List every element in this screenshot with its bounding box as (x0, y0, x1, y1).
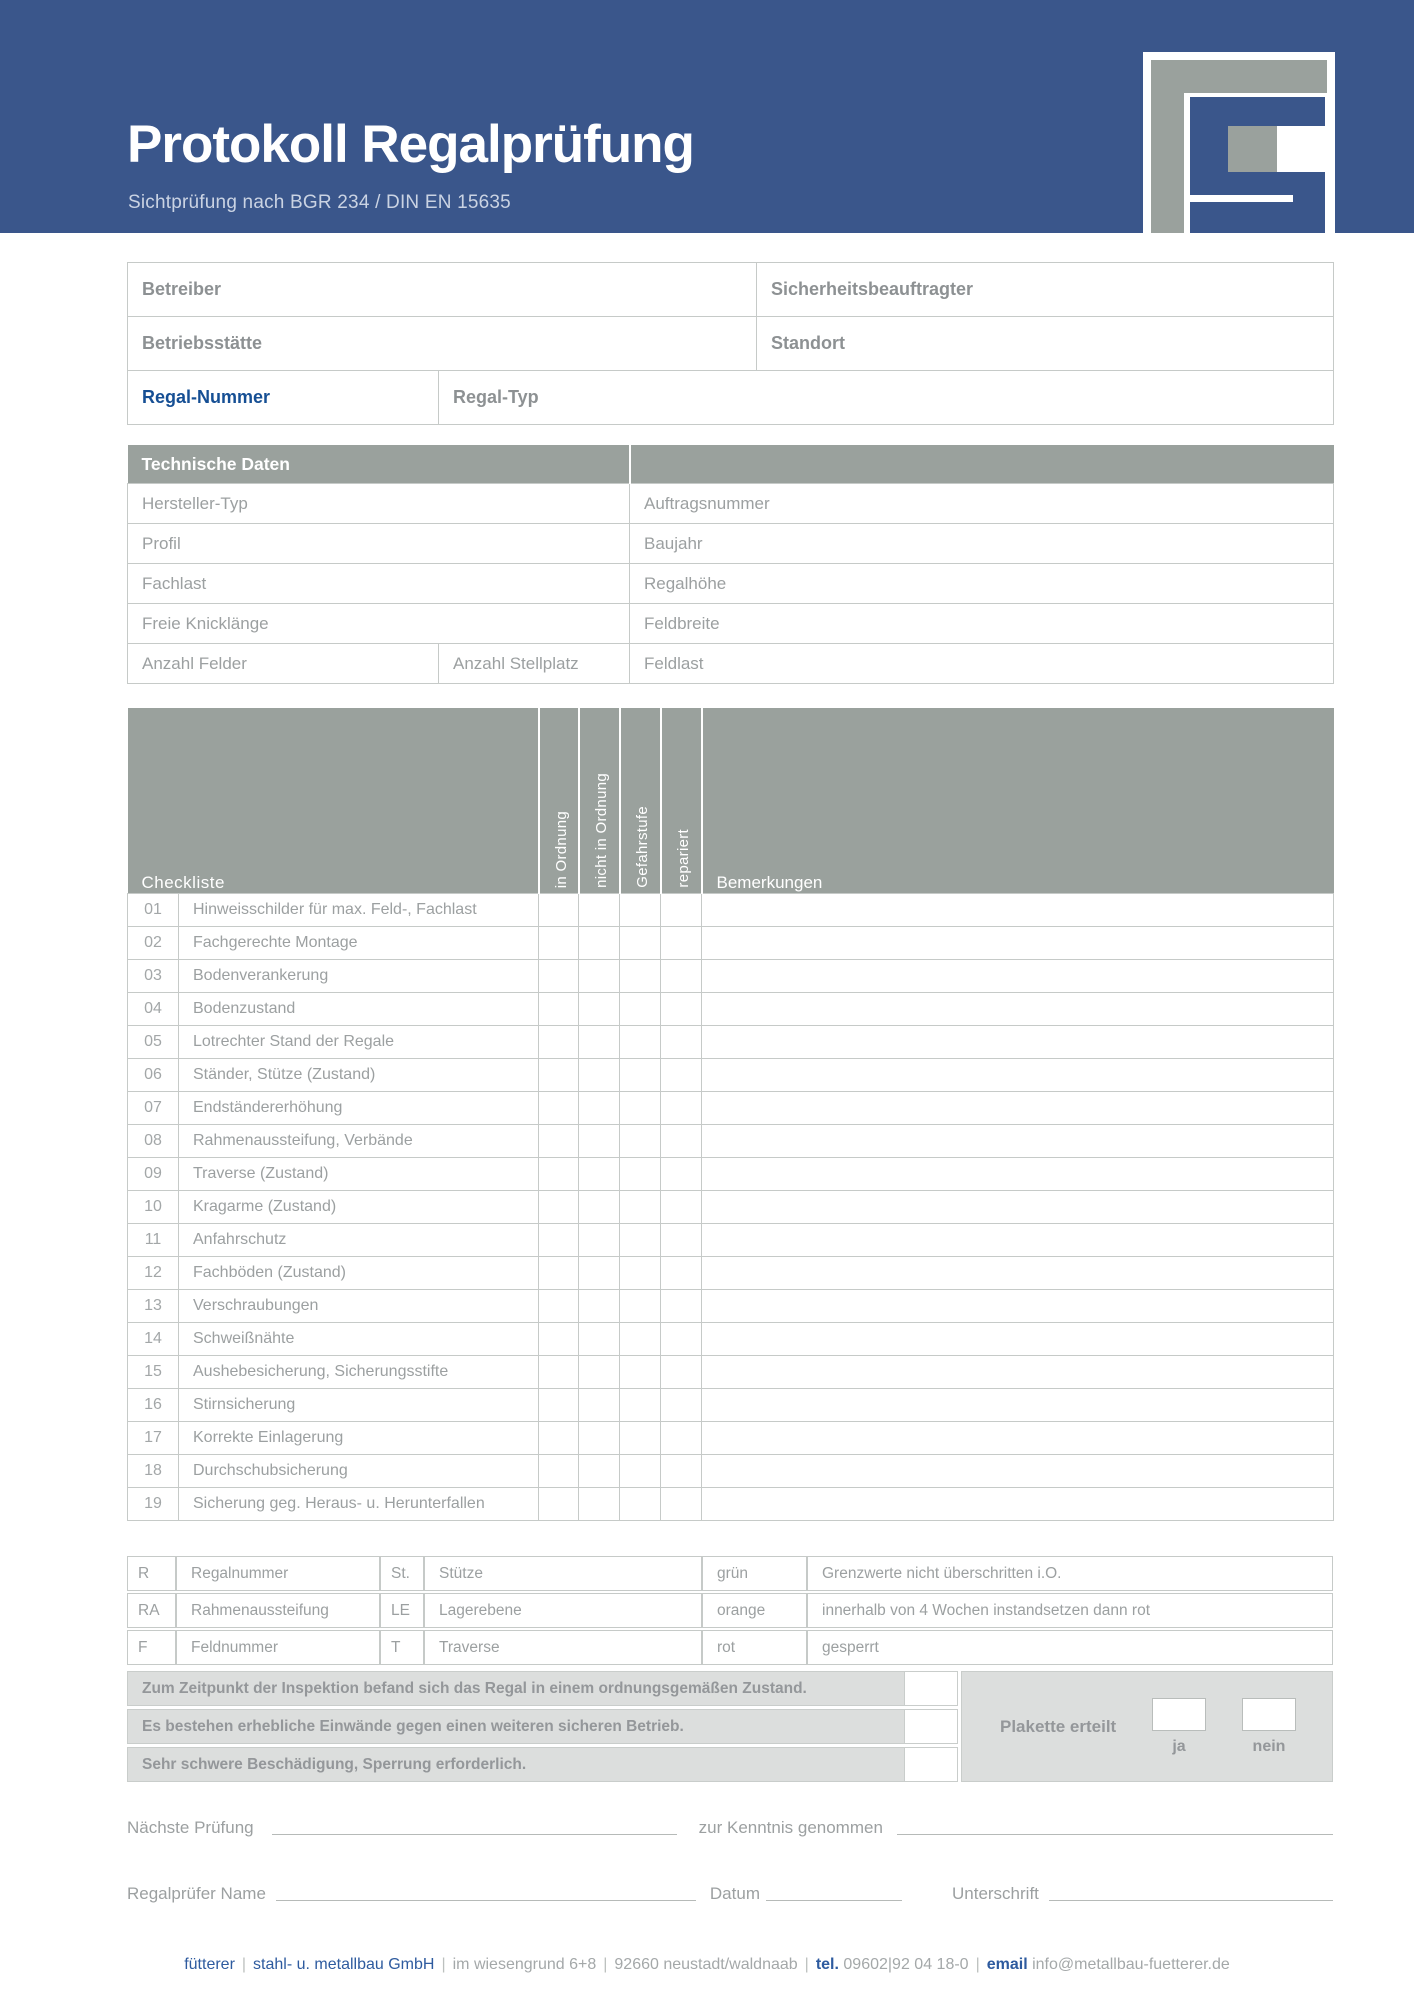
assessment-statement: Es bestehen erhebliche Einwände gegen einen weiteren sicheren Betrieb. (142, 1717, 684, 1735)
legend-description: gesperrt (807, 1630, 1333, 1665)
check-cell-nicht-in-ordnung[interactable] (579, 894, 620, 927)
check-cell-repariert[interactable] (661, 1290, 702, 1323)
checklist-table (127, 708, 1334, 1521)
check-cell-repariert[interactable] (661, 960, 702, 993)
check-cell-nicht-in-ordnung[interactable] (579, 1224, 620, 1257)
check-cell-nicht-in-ordnung[interactable] (579, 1290, 620, 1323)
footer-city: 92660 neustadt/waldnaab (614, 1956, 798, 1973)
check-cell-in-ordnung[interactable] (539, 1191, 579, 1224)
field-baujahr-label: Baujahr (644, 533, 703, 553)
bemerkungen-cell[interactable] (702, 894, 1334, 927)
check-cell-repariert[interactable] (661, 1488, 702, 1521)
row-number: 19 (128, 1488, 179, 1521)
field-regal-nummer-label: Regal-Nummer (142, 387, 271, 407)
assessment-checkbox[interactable] (904, 1748, 957, 1781)
row-number: 14 (128, 1323, 179, 1356)
nein-checkbox[interactable] (1242, 1698, 1296, 1731)
field-anzahl-stellplatz-label: Anzahl Stellplatz (453, 653, 579, 673)
bemerkungen-cell[interactable] (702, 1092, 1334, 1125)
bemerkungen-cell[interactable] (702, 1224, 1334, 1257)
row-label: Sicherung geg. Heraus- u. Herunterfallen (179, 1488, 539, 1521)
check-cell-gefahrstufe[interactable] (620, 1323, 661, 1356)
assessment-statement: Zum Zeitpunkt der Inspektion befand sich das Regal in einem ordnungsgemäßen Zustand. (142, 1679, 807, 1697)
row-label: Bodenverankerung (179, 960, 539, 993)
legend-label-2: Stütze (424, 1556, 702, 1591)
technical-band-right (630, 445, 1334, 484)
check-cell-nicht-in-ordnung[interactable] (579, 1125, 620, 1158)
legend-abbr-2: LE (380, 1593, 424, 1628)
bemerkungen-cell[interactable] (702, 1158, 1334, 1191)
check-cell-gefahrstufe[interactable] (620, 1488, 661, 1521)
check-cell-gefahrstufe[interactable] (620, 1455, 661, 1488)
check-cell-in-ordnung[interactable] (539, 960, 579, 993)
bemerkungen-cell[interactable] (702, 1290, 1334, 1323)
check-cell-gefahrstufe[interactable] (620, 1224, 661, 1257)
next-inspection-row (127, 1816, 1333, 1838)
row-label: Fachgerechte Montage (179, 927, 539, 960)
bemerkungen-cell[interactable] (702, 1422, 1334, 1455)
col-nicht-in-ordnung (579, 708, 620, 894)
technical-row (128, 484, 1334, 524)
check-cell-nicht-in-ordnung[interactable] (579, 1488, 620, 1521)
check-cell-repariert[interactable] (661, 993, 702, 1026)
row-number: 12 (128, 1257, 179, 1290)
footer-tel-label: tel. (815, 1956, 839, 1973)
field-freie-knicklaenge-label: Freie Knicklänge (142, 613, 269, 633)
footer-email: info@metallbau-fuetterer.de (1032, 1956, 1230, 1973)
row-label: Lotrechter Stand der Regale (179, 1026, 539, 1059)
check-cell-gefahrstufe[interactable] (620, 1290, 661, 1323)
col-gefahrstufe-label: Gefahrstufe (633, 806, 651, 888)
row-label: Durchschubsicherung (179, 1455, 539, 1488)
check-cell-repariert[interactable] (661, 1191, 702, 1224)
field-feldlast-label: Feldlast (644, 653, 704, 673)
bemerkungen-cell[interactable] (702, 1356, 1334, 1389)
checklist-row (128, 1257, 1334, 1290)
check-cell-nicht-in-ordnung[interactable] (579, 1455, 620, 1488)
unterschrift-label: Unterschrift (951, 1884, 1039, 1904)
field-auftragsnummer[interactable] (630, 484, 1334, 524)
check-cell-nicht-in-ordnung[interactable] (579, 1191, 620, 1224)
check-cell-nicht-in-ordnung[interactable] (579, 927, 620, 960)
row-number: 01 (128, 894, 179, 927)
field-betreiber[interactable] (128, 263, 757, 317)
checklist-row (128, 1158, 1334, 1191)
footer-separator: | (804, 1956, 809, 1973)
legend-row (127, 1630, 1333, 1665)
field-regal-typ[interactable] (439, 371, 1334, 425)
legend-row (127, 1593, 1333, 1628)
field-freie-knicklaenge[interactable] (128, 604, 630, 644)
check-cell-nicht-in-ordnung[interactable] (579, 1356, 620, 1389)
field-betriebsstaette-label: Betriebsstätte (142, 333, 263, 353)
field-feldbreite-label: Feldbreite (644, 613, 720, 633)
check-cell-gefahrstufe[interactable] (620, 1257, 661, 1290)
legend-table (127, 1554, 1333, 1667)
bemerkungen-cell[interactable] (702, 1323, 1334, 1356)
checklist-row (128, 1488, 1334, 1521)
page-footer (0, 1956, 1414, 1974)
field-auftragsnummer-label: Auftragsnummer (644, 493, 770, 513)
col-in-ordnung (539, 708, 579, 894)
field-baujahr[interactable] (630, 524, 1334, 564)
row-label: Hinweisschilder für max. Feld-, Fachlast (179, 894, 539, 927)
page-title: Protokoll Regalprüfung (127, 115, 694, 174)
row-label: Ständer, Stütze (Zustand) (179, 1059, 539, 1092)
info-row-2 (128, 317, 1334, 371)
datum-label: Datum (709, 1884, 760, 1904)
plakette-nein-stack (1242, 1698, 1296, 1756)
check-cell-repariert[interactable] (661, 1422, 702, 1455)
row-label: Fachböden (Zustand) (179, 1257, 539, 1290)
page-header (0, 0, 1414, 233)
checklist-row (128, 1191, 1334, 1224)
bemerkungen-cell[interactable] (702, 1059, 1334, 1092)
row-number: 18 (128, 1455, 179, 1488)
col-in-ordnung-label: in Ordnung (552, 810, 570, 888)
field-profil-label: Profil (142, 533, 181, 553)
legend-abbr-2: T (380, 1630, 424, 1665)
checklist-row (128, 960, 1334, 993)
bemerkungen-cell[interactable] (702, 927, 1334, 960)
plakette-label: Plakette erteilt (1000, 1716, 1117, 1736)
col-repariert-label: repariert (674, 829, 692, 888)
check-cell-nicht-in-ordnung[interactable] (579, 1026, 620, 1059)
check-cell-nicht-in-ordnung[interactable] (579, 1059, 620, 1092)
checklist-title: Checkliste (128, 708, 539, 894)
check-cell-gefahrstufe[interactable] (620, 960, 661, 993)
page-subtitle: Sichtprüfung nach BGR 234 / DIN EN 15635 (128, 192, 511, 213)
field-regalhoehe-label: Regalhöhe (644, 573, 727, 593)
checklist-row (128, 1356, 1334, 1389)
check-cell-in-ordnung[interactable] (539, 993, 579, 1026)
assessment-row (127, 1671, 958, 1706)
checklist-row (128, 1059, 1334, 1092)
col-nicht-in-ordnung-label: nicht in Ordnung (592, 773, 610, 888)
legend-description: innerhalb von 4 Wochen instandsetzen dann rot (807, 1593, 1333, 1628)
row-label: Anfahrschutz (179, 1224, 539, 1257)
row-number: 07 (128, 1092, 179, 1125)
check-cell-repariert[interactable] (661, 1257, 702, 1290)
checklist-row (128, 1125, 1334, 1158)
bemerkungen-cell[interactable] (702, 1389, 1334, 1422)
field-fachlast-label: Fachlast (142, 573, 207, 593)
col-repariert (661, 708, 702, 894)
footer-separator: | (603, 1956, 608, 1973)
check-cell-gefahrstufe[interactable] (620, 1422, 661, 1455)
col-gefahrstufe (620, 708, 661, 894)
row-number: 17 (128, 1422, 179, 1455)
checklist-header (128, 708, 1334, 894)
check-cell-in-ordnung[interactable] (539, 1092, 579, 1125)
field-feldbreite[interactable] (630, 604, 1334, 644)
naechste-pruefung-label: Nächste Prüfung (127, 1818, 254, 1838)
assessment-section (127, 1671, 1333, 1782)
bemerkungen-cell[interactable] (702, 960, 1334, 993)
checklist-row (128, 894, 1334, 927)
field-sicherheitsbeauftragter-label: Sicherheitsbeauftragter (771, 279, 974, 299)
check-cell-repariert[interactable] (661, 1125, 702, 1158)
zur-kenntnis-line[interactable] (897, 1830, 1333, 1835)
footer-email-label: email (986, 1956, 1028, 1973)
technical-section-title: Technische Daten (128, 445, 630, 484)
bemerkungen-cell[interactable] (702, 1125, 1334, 1158)
info-row-1 (128, 263, 1334, 317)
row-label: Endständererhöhung (179, 1092, 539, 1125)
check-cell-gefahrstufe[interactable] (620, 1059, 661, 1092)
bemerkungen-cell[interactable] (702, 993, 1334, 1026)
checklist-body (128, 894, 1334, 1521)
check-cell-gefahrstufe[interactable] (620, 1191, 661, 1224)
naechste-pruefung-line[interactable] (272, 1830, 677, 1835)
row-number: 16 (128, 1389, 179, 1422)
checklist-row (128, 1026, 1334, 1059)
bemerkungen-cell[interactable] (702, 1455, 1334, 1488)
checklist-row (128, 1092, 1334, 1125)
row-number: 03 (128, 960, 179, 993)
unterschrift-line[interactable] (1049, 1896, 1333, 1901)
check-cell-nicht-in-ordnung[interactable] (579, 1389, 620, 1422)
row-label: Stirnsicherung (179, 1389, 539, 1422)
bemerkungen-cell[interactable] (702, 1257, 1334, 1290)
legend-description: Grenzwerte nicht überschritten i.O. (807, 1556, 1333, 1591)
check-cell-gefahrstufe[interactable] (620, 1389, 661, 1422)
technical-row (128, 564, 1334, 604)
check-cell-gefahrstufe[interactable] (620, 993, 661, 1026)
row-label: Schweißnähte (179, 1323, 539, 1356)
field-hersteller-typ[interactable] (128, 484, 630, 524)
bemerkungen-cell[interactable] (702, 1026, 1334, 1059)
field-feldlast[interactable] (630, 644, 1334, 684)
field-profil[interactable] (128, 524, 630, 564)
ja-label: ja (1172, 1737, 1186, 1755)
inspector-row (127, 1882, 1333, 1904)
field-standort[interactable] (757, 317, 1334, 371)
legend-label-1: Regalnummer (176, 1556, 380, 1591)
check-cell-gefahrstufe[interactable] (620, 1092, 661, 1125)
row-label: Traverse (Zustand) (179, 1158, 539, 1191)
field-anzahl-felder-label: Anzahl Felder (142, 653, 247, 673)
field-anzahl-stellplatz[interactable] (439, 644, 630, 684)
check-cell-repariert[interactable] (661, 1389, 702, 1422)
technical-table (127, 445, 1334, 684)
row-number: 11 (128, 1224, 179, 1257)
field-hersteller-typ-label: Hersteller-Typ (142, 493, 248, 513)
check-cell-in-ordnung[interactable] (539, 1290, 579, 1323)
col-bemerkungen: Bemerkungen (702, 708, 1334, 894)
legend-label-2: Lagerebene (424, 1593, 702, 1628)
legend-row (127, 1556, 1333, 1591)
bemerkungen-cell[interactable] (702, 1191, 1334, 1224)
assessment-checkbox[interactable] (904, 1672, 957, 1705)
row-number: 08 (128, 1125, 179, 1158)
check-cell-in-ordnung[interactable] (539, 1158, 579, 1191)
check-cell-repariert[interactable] (661, 1158, 702, 1191)
field-anzahl-felder[interactable] (128, 644, 439, 684)
field-regal-nummer[interactable] (128, 371, 439, 425)
checklist-row (128, 1290, 1334, 1323)
check-cell-in-ordnung[interactable] (539, 1125, 579, 1158)
legend-abbr-1: RA (127, 1593, 176, 1628)
check-cell-in-ordnung[interactable] (539, 1455, 579, 1488)
checklist-row (128, 1389, 1334, 1422)
plakette-panel (961, 1671, 1333, 1782)
row-label: Kragarme (Zustand) (179, 1191, 539, 1224)
row-number: 13 (128, 1290, 179, 1323)
row-label: Korrekte Einlagerung (179, 1422, 539, 1455)
check-cell-repariert[interactable] (661, 1026, 702, 1059)
row-number: 02 (128, 927, 179, 960)
row-label: Bodenzustand (179, 993, 539, 1026)
footer-company2: stahl- u. metallbau GmbH (253, 1956, 435, 1973)
technical-row (128, 524, 1334, 564)
check-cell-repariert[interactable] (661, 1356, 702, 1389)
field-fachlast[interactable] (128, 564, 630, 604)
legend-abbr-1: R (127, 1556, 176, 1591)
row-label: Verschraubungen (179, 1290, 539, 1323)
regalpruefer-line[interactable] (276, 1896, 696, 1901)
assessment-row (127, 1709, 958, 1744)
info-row-3 (128, 371, 1334, 425)
legend-label-1: Rahmenaussteifung (176, 1593, 380, 1628)
footer-street: im wiesengrund 6+8 (452, 1956, 597, 1973)
row-label: Aushebesicherung, Sicherungsstifte (179, 1356, 539, 1389)
check-cell-in-ordnung[interactable] (539, 1323, 579, 1356)
check-cell-in-ordnung[interactable] (539, 1257, 579, 1290)
check-cell-in-ordnung[interactable] (539, 1224, 579, 1257)
legend-color: grün (702, 1556, 807, 1591)
legend-color: rot (702, 1630, 807, 1665)
check-cell-nicht-in-ordnung[interactable] (579, 1323, 620, 1356)
check-cell-repariert[interactable] (661, 1323, 702, 1356)
row-number: 10 (128, 1191, 179, 1224)
legend-color: orange (702, 1593, 807, 1628)
row-number: 06 (128, 1059, 179, 1092)
check-cell-repariert[interactable] (661, 1455, 702, 1488)
technical-row (128, 644, 1334, 684)
check-cell-gefahrstufe[interactable] (620, 927, 661, 960)
assessment-statement: Sehr schwere Beschädigung, Sperrung erforderlich. (142, 1755, 527, 1773)
check-cell-gefahrstufe[interactable] (620, 1026, 661, 1059)
footer-separator: | (975, 1956, 980, 1973)
field-sicherheitsbeauftragter[interactable] (757, 263, 1334, 317)
check-cell-repariert[interactable] (661, 1224, 702, 1257)
check-cell-nicht-in-ordnung[interactable] (579, 1092, 620, 1125)
field-betriebsstaette[interactable] (128, 317, 757, 371)
row-number: 04 (128, 993, 179, 1026)
field-betreiber-label: Betreiber (142, 279, 222, 299)
checklist-row (128, 1323, 1334, 1356)
row-number: 09 (128, 1158, 179, 1191)
nein-label: nein (1252, 1737, 1286, 1755)
checklist-row (128, 993, 1334, 1026)
check-cell-nicht-in-ordnung[interactable] (579, 960, 620, 993)
checklist-row (128, 1455, 1334, 1488)
check-cell-gefahrstufe[interactable] (620, 1125, 661, 1158)
assessment-checkbox[interactable] (904, 1710, 957, 1743)
check-cell-in-ordnung[interactable] (539, 1026, 579, 1059)
bemerkungen-cell[interactable] (702, 1488, 1334, 1521)
footer-tel: 09602|92 04 18-0 (843, 1956, 969, 1973)
check-cell-nicht-in-ordnung[interactable] (579, 993, 620, 1026)
check-cell-nicht-in-ordnung[interactable] (579, 1422, 620, 1455)
check-cell-nicht-in-ordnung[interactable] (579, 1158, 620, 1191)
check-cell-repariert[interactable] (661, 1059, 702, 1092)
check-cell-repariert[interactable] (661, 927, 702, 960)
row-number: 05 (128, 1026, 179, 1059)
assessment-row (127, 1747, 958, 1782)
plakette-ja-stack (1152, 1698, 1206, 1756)
row-label: Rahmenaussteifung, Verbände (179, 1125, 539, 1158)
check-cell-in-ordnung[interactable] (539, 1422, 579, 1455)
field-regalhoehe[interactable] (630, 564, 1334, 604)
legend-abbr-1: F (127, 1630, 176, 1665)
field-regal-typ-label: Regal-Typ (453, 387, 539, 407)
technical-row (128, 604, 1334, 644)
checklist-row (128, 1224, 1334, 1257)
technical-header-row (128, 445, 1334, 484)
footer-separator: | (441, 1956, 446, 1973)
checklist-row (128, 927, 1334, 960)
footer-separator: | (241, 1956, 247, 1973)
check-cell-repariert[interactable] (661, 1092, 702, 1125)
check-cell-gefahrstufe[interactable] (620, 1158, 661, 1191)
check-cell-in-ordnung[interactable] (539, 1356, 579, 1389)
check-cell-gefahrstufe[interactable] (620, 894, 661, 927)
checklist-row (128, 1422, 1334, 1455)
info-table (127, 262, 1334, 425)
footer-company: fütterer (184, 1956, 235, 1973)
zur-kenntnis-label: zur Kenntnis genommen (698, 1818, 883, 1838)
regalpruefer-label: Regalprüfer Name (127, 1884, 266, 1904)
check-cell-in-ordnung[interactable] (539, 1059, 579, 1092)
check-cell-nicht-in-ordnung[interactable] (579, 1257, 620, 1290)
check-cell-in-ordnung[interactable] (539, 927, 579, 960)
check-cell-in-ordnung[interactable] (539, 894, 579, 927)
row-number: 15 (128, 1356, 179, 1389)
legend-label-1: Feldnummer (176, 1630, 380, 1665)
company-logo-icon (1143, 52, 1335, 233)
datum-line[interactable] (766, 1896, 902, 1901)
ja-checkbox[interactable] (1152, 1698, 1206, 1731)
check-cell-in-ordnung[interactable] (539, 1488, 579, 1521)
check-cell-repariert[interactable] (661, 894, 702, 927)
legend-label-2: Traverse (424, 1630, 702, 1665)
check-cell-in-ordnung[interactable] (539, 1389, 579, 1422)
legend-abbr-2: St. (380, 1556, 424, 1591)
check-cell-gefahrstufe[interactable] (620, 1356, 661, 1389)
field-standort-label: Standort (771, 333, 845, 353)
legend-body (127, 1556, 1333, 1665)
